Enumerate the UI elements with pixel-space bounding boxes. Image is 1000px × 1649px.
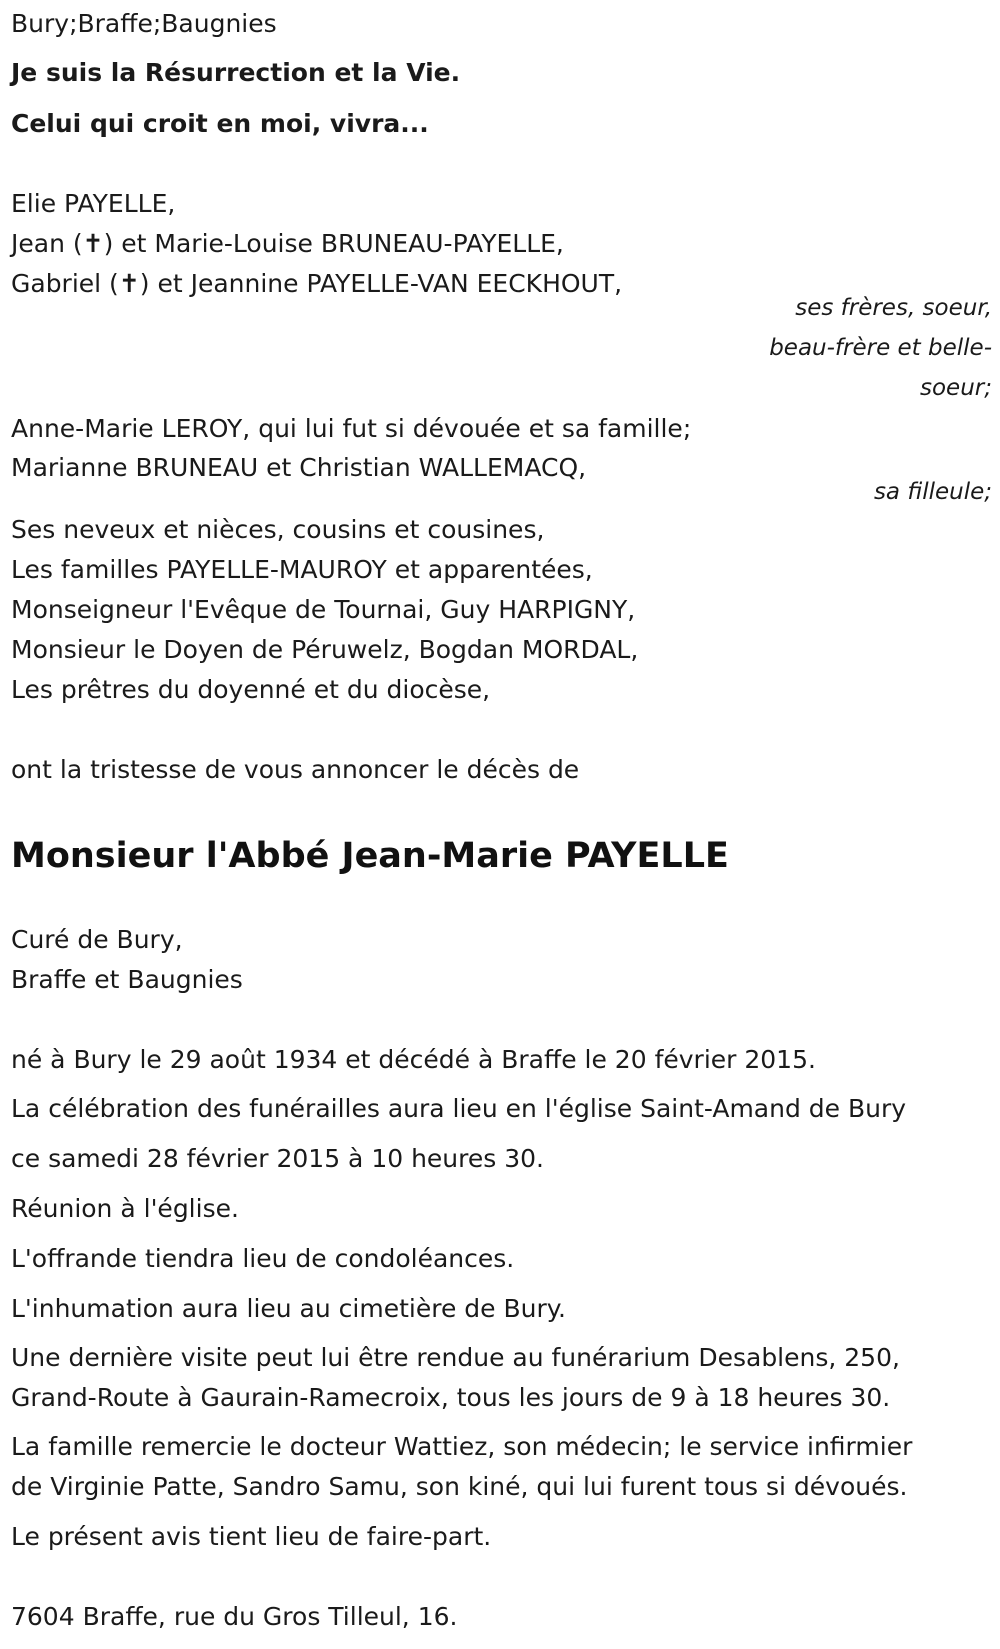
detail-line: de Virginie Patte, Sandro Samu, son kiné, qui lui furent tous si dévoués. — [11, 1472, 908, 1501]
family-line: Monsieur le Doyen de Péruwelz, Bogdan MORDAL, — [11, 635, 639, 664]
family-line: Monseigneur l'Evêque de Tournai, Guy HARPIGNY, — [11, 595, 636, 624]
detail-line: Grand-Route à Gaurain-Ramecroix, tous les jours de 9 à 18 heures 30. — [11, 1383, 891, 1412]
relation-note: ses frères, soeur, — [795, 295, 992, 321]
announcement-intro: ont la tristesse de vous annoncer le décès de — [11, 755, 580, 784]
family-line: Elie PAYELLE, — [11, 189, 176, 218]
relation-note: sa filleule; — [873, 479, 992, 505]
detail-line: L'inhumation aura lieu au cimetière de Bury. — [11, 1294, 566, 1323]
family-line: Ses neveux et nièces, cousins et cousines, — [11, 515, 545, 544]
verse-line-2: Celui qui croit en moi, vivra... — [11, 109, 429, 138]
family-line: Anne-Marie LEROY, qui lui fut si dévouée et sa famille; — [11, 414, 692, 443]
family-line: Jean (✝) et Marie-Louise BRUNEAU-PAYELLE, — [11, 229, 564, 258]
detail-line: L'offrande tiendra lieu de condoléances. — [11, 1244, 515, 1273]
detail-line: Une dernière visite peut lui être rendue au funérarium Desablens, 250, — [11, 1343, 900, 1372]
detail-line: Le présent avis tient lieu de faire-part. — [11, 1522, 492, 1551]
detail-line: Réunion à l'église. — [11, 1194, 239, 1223]
relation-note: soeur; — [920, 375, 992, 401]
family-line: Gabriel (✝) et Jeannine PAYELLE-VAN EECKHOUT, — [11, 269, 623, 298]
role-line: Curé de Bury, — [11, 925, 183, 954]
family-line: Marianne BRUNEAU et Christian WALLEMACQ, — [11, 453, 587, 482]
address: 7604 Braffe, rue du Gros Tilleul, 16. — [11, 1602, 458, 1631]
locations-header: Bury;Braffe;Baugnies — [11, 9, 277, 38]
deceased-name: Monsieur l'Abbé Jean-Marie PAYELLE — [11, 836, 729, 876]
family-line: Les familles PAYELLE-MAUROY et apparentées, — [11, 555, 593, 584]
detail-line: né à Bury le 29 août 1934 et décédé à Braffe le 20 février 2015. — [11, 1045, 816, 1074]
detail-line: La célébration des funérailles aura lieu en l'église Saint-Amand de Bury — [11, 1094, 907, 1123]
verse-line-1: Je suis la Résurrection et la Vie. — [11, 58, 461, 87]
detail-line: ce samedi 28 février 2015 à 10 heures 30. — [11, 1144, 544, 1173]
detail-line: La famille remercie le docteur Wattiez, son médecin; le service infirmier — [11, 1432, 913, 1461]
family-line: Les prêtres du doyenné et du diocèse, — [11, 675, 491, 704]
role-line: Braffe et Baugnies — [11, 965, 243, 994]
relation-note: beau-frère et belle- — [769, 335, 992, 361]
